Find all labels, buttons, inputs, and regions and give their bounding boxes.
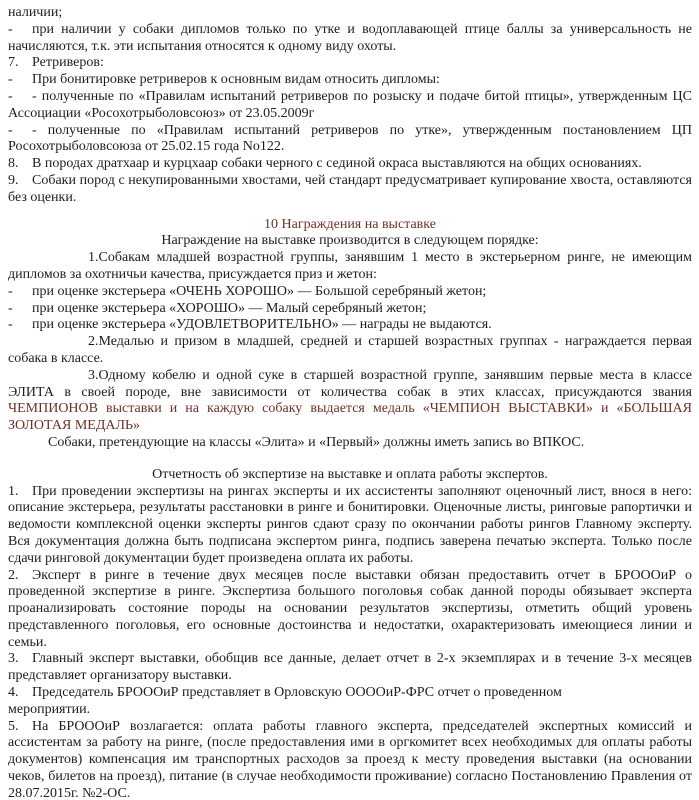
numbered-item-2	[8, 568, 692, 652]
document-content	[8, 5, 692, 800]
text-run: При бонитировке ретриверов к основным видам относить дипломы:	[32, 72, 440, 88]
list-marker: 3.	[88, 367, 99, 383]
text-run: Главный эксперт выставки, обобщив все данные, делает отчет в 2-х экземплярах и в течение 3-х месяцев представляет организатору выставки.	[8, 651, 692, 684]
text-run: - полученные по «Правилам испытаний ретриверов по розыску и подаче битой птицы», утвержденным ЦС Ассоциации «Росохотрыболовсоюз» от 23.05.2009г	[8, 88, 692, 121]
bullet-item	[8, 317, 692, 334]
text-run: Отчетность об экспертизе на выставке и оплата работы экспертов.	[152, 466, 548, 482]
numbered-item-4	[8, 685, 692, 719]
list-marker: 8.	[8, 156, 19, 172]
numbered-item-8	[8, 156, 692, 173]
bullet-item	[8, 72, 692, 89]
numbered-item-9	[8, 173, 692, 207]
text-run: Награждение на выставке производится в следующем порядке:	[161, 233, 539, 249]
text-run: Одному кобелю и одной суке в старшей возрастной группе, занявшим первые места в классе ЭЛИТА в своей породе, вне зависимости от количества собак в этих классах, присуждаются звания	[8, 367, 692, 400]
text-run: мероприятии.	[8, 701, 91, 717]
text-run: На БРОООиР возлагается: оплата работы главного эксперта, председателей экспертных комиссий и ассистентам за работу на ринге, (после предоставления ими в оргкомитет всех необходимых для оплаты работы документов) компенсация им транспортных расходов за проезд к месту проведения выставки (на основании чеков, билетов на проезд), питание (в случае необходимости проживание) согласно Постановлению Правления от 28.07.2015г. №2-ОС.	[8, 718, 692, 800]
bullet-item	[8, 89, 692, 123]
bullet-item	[8, 123, 692, 157]
spacer	[8, 207, 692, 217]
list-marker: -	[8, 21, 13, 37]
numbered-item-3	[8, 368, 692, 435]
text-run: В породах дратхаар и курцхаар собаки черного с сединой окраса выставляются на общих основаниях.	[32, 156, 642, 172]
text-run: при оценке экстерьера «ХОРОШО» — Малый серебряный жетон;	[32, 300, 427, 316]
list-marker: 5.	[8, 718, 19, 734]
text-run: Собакам младшей возрастной группы, занявшим 1 место в экстерьерном ринге, не имеющим дипломов за охотничьи качества, присуждается приз и жетон:	[8, 250, 692, 282]
list-marker: 2.	[88, 334, 99, 350]
list-marker: -	[8, 300, 13, 316]
numbered-item-2	[8, 334, 692, 368]
list-marker: 9.	[8, 172, 19, 188]
bullet-item	[8, 22, 692, 56]
text-run: Собаки пород с некупированными хвостами, чей стандарт предусматривает купирование хвоста, оставляются без оценки.	[8, 172, 692, 205]
text-run: Медалью и призом в младшей, средней и старшей возрастных группах - награждается первая собака в классе.	[8, 334, 692, 366]
bullet-item	[8, 301, 692, 318]
list-marker: 3.	[8, 651, 19, 667]
text-run: ЧЕМПИОНОВ выставки и на каждую собаку выдается медаль «ЧЕМПИОН ВЫСТАВКИ» и «БОЛЬШАЯ ЗОЛОТАЯ МЕДАЛЬ»	[8, 401, 692, 434]
text-run: при оценке экстерьера «УДОВЛЕТВОРИТЕЛЬНО» — награды не выдаются.	[32, 317, 492, 333]
text-run: Эксперт в ринге в течение двух месяцев после выставки обязан предоставить отчет в БРОООиР о проведенной экспертизе в ринге. Экспертиза большого поголовья собак данной породы обязывает эксперта проанализировать состояние породы на основании результатов экспертизы, отметить общий уровень представленного поголовья, его основные достоинства и недостатки, охарактеризовать имеющиеся линии и семьи.	[8, 567, 692, 650]
paragraph	[8, 435, 692, 452]
list-marker: -	[8, 122, 13, 138]
list-marker: -	[8, 283, 13, 299]
text-run: 10 Награждения на выставке	[264, 216, 436, 232]
text-run: При проведении экспертизы на рингах эксперты и их ассистенты заполняют оценочный лист, внося в него: описание экстерьера, результаты расстановки в ринге и бонитировки. Оценочные листы, ринговые рапортички и ведомости комплексной оценки эксперты рингов сдают сразу по окончании работы рингов Главному эксперту. Вся документация должна быть подписана экспертом ринга, подпись заверена печатью эксперта. Только после сдачи ринговой документации будет произведена оплата их работы.	[8, 483, 692, 566]
text-run: при наличии у собаки дипломов только по утке и водоплавающей птице баллы за универсальность не начисляются, т.к. эти испытания относятся к одному виду охоты.	[8, 21, 692, 54]
list-marker: -	[8, 72, 13, 88]
text-run: при оценке экстерьера «ОЧЕНЬ ХОРОШО» — Большой серебряный жетон;	[32, 283, 487, 299]
section-subheading-awards	[8, 233, 692, 250]
text-run: Ретриверов:	[32, 55, 104, 71]
list-marker: 2.	[8, 567, 19, 583]
numbered-item-7	[8, 55, 692, 72]
list-marker: 1.	[8, 483, 19, 499]
list-marker: 1.	[88, 250, 99, 266]
numbered-item-3	[8, 651, 692, 685]
list-marker: 4.	[8, 685, 19, 701]
paragraph-continuation	[8, 5, 692, 22]
section-heading-awards	[8, 217, 692, 234]
numbered-item-5	[8, 719, 692, 800]
list-marker: 7.	[8, 55, 19, 71]
text-run: Председатель БРОООиР представляет в Орловскую ООООиР-ФРС отчет о проведенном	[32, 685, 562, 701]
numbered-item-1	[8, 484, 692, 568]
list-marker: -	[8, 317, 13, 333]
text-run: Собаки, претендующие на классы «Элита» и «Первый» должны иметь запись во ВПКОС.	[48, 434, 585, 450]
bullet-item	[8, 284, 692, 301]
spacer	[8, 452, 692, 467]
text-run: наличии;	[8, 5, 63, 20]
numbered-item-1	[8, 250, 692, 284]
text-run: - полученные по «Правилам испытаний ретриверов по утке», утвержденным постановлением ЦП Росохотрыболовсоюза от 25.02.15 года No122.	[8, 122, 692, 155]
list-marker: -	[8, 88, 13, 104]
section-heading-reporting	[8, 467, 692, 484]
